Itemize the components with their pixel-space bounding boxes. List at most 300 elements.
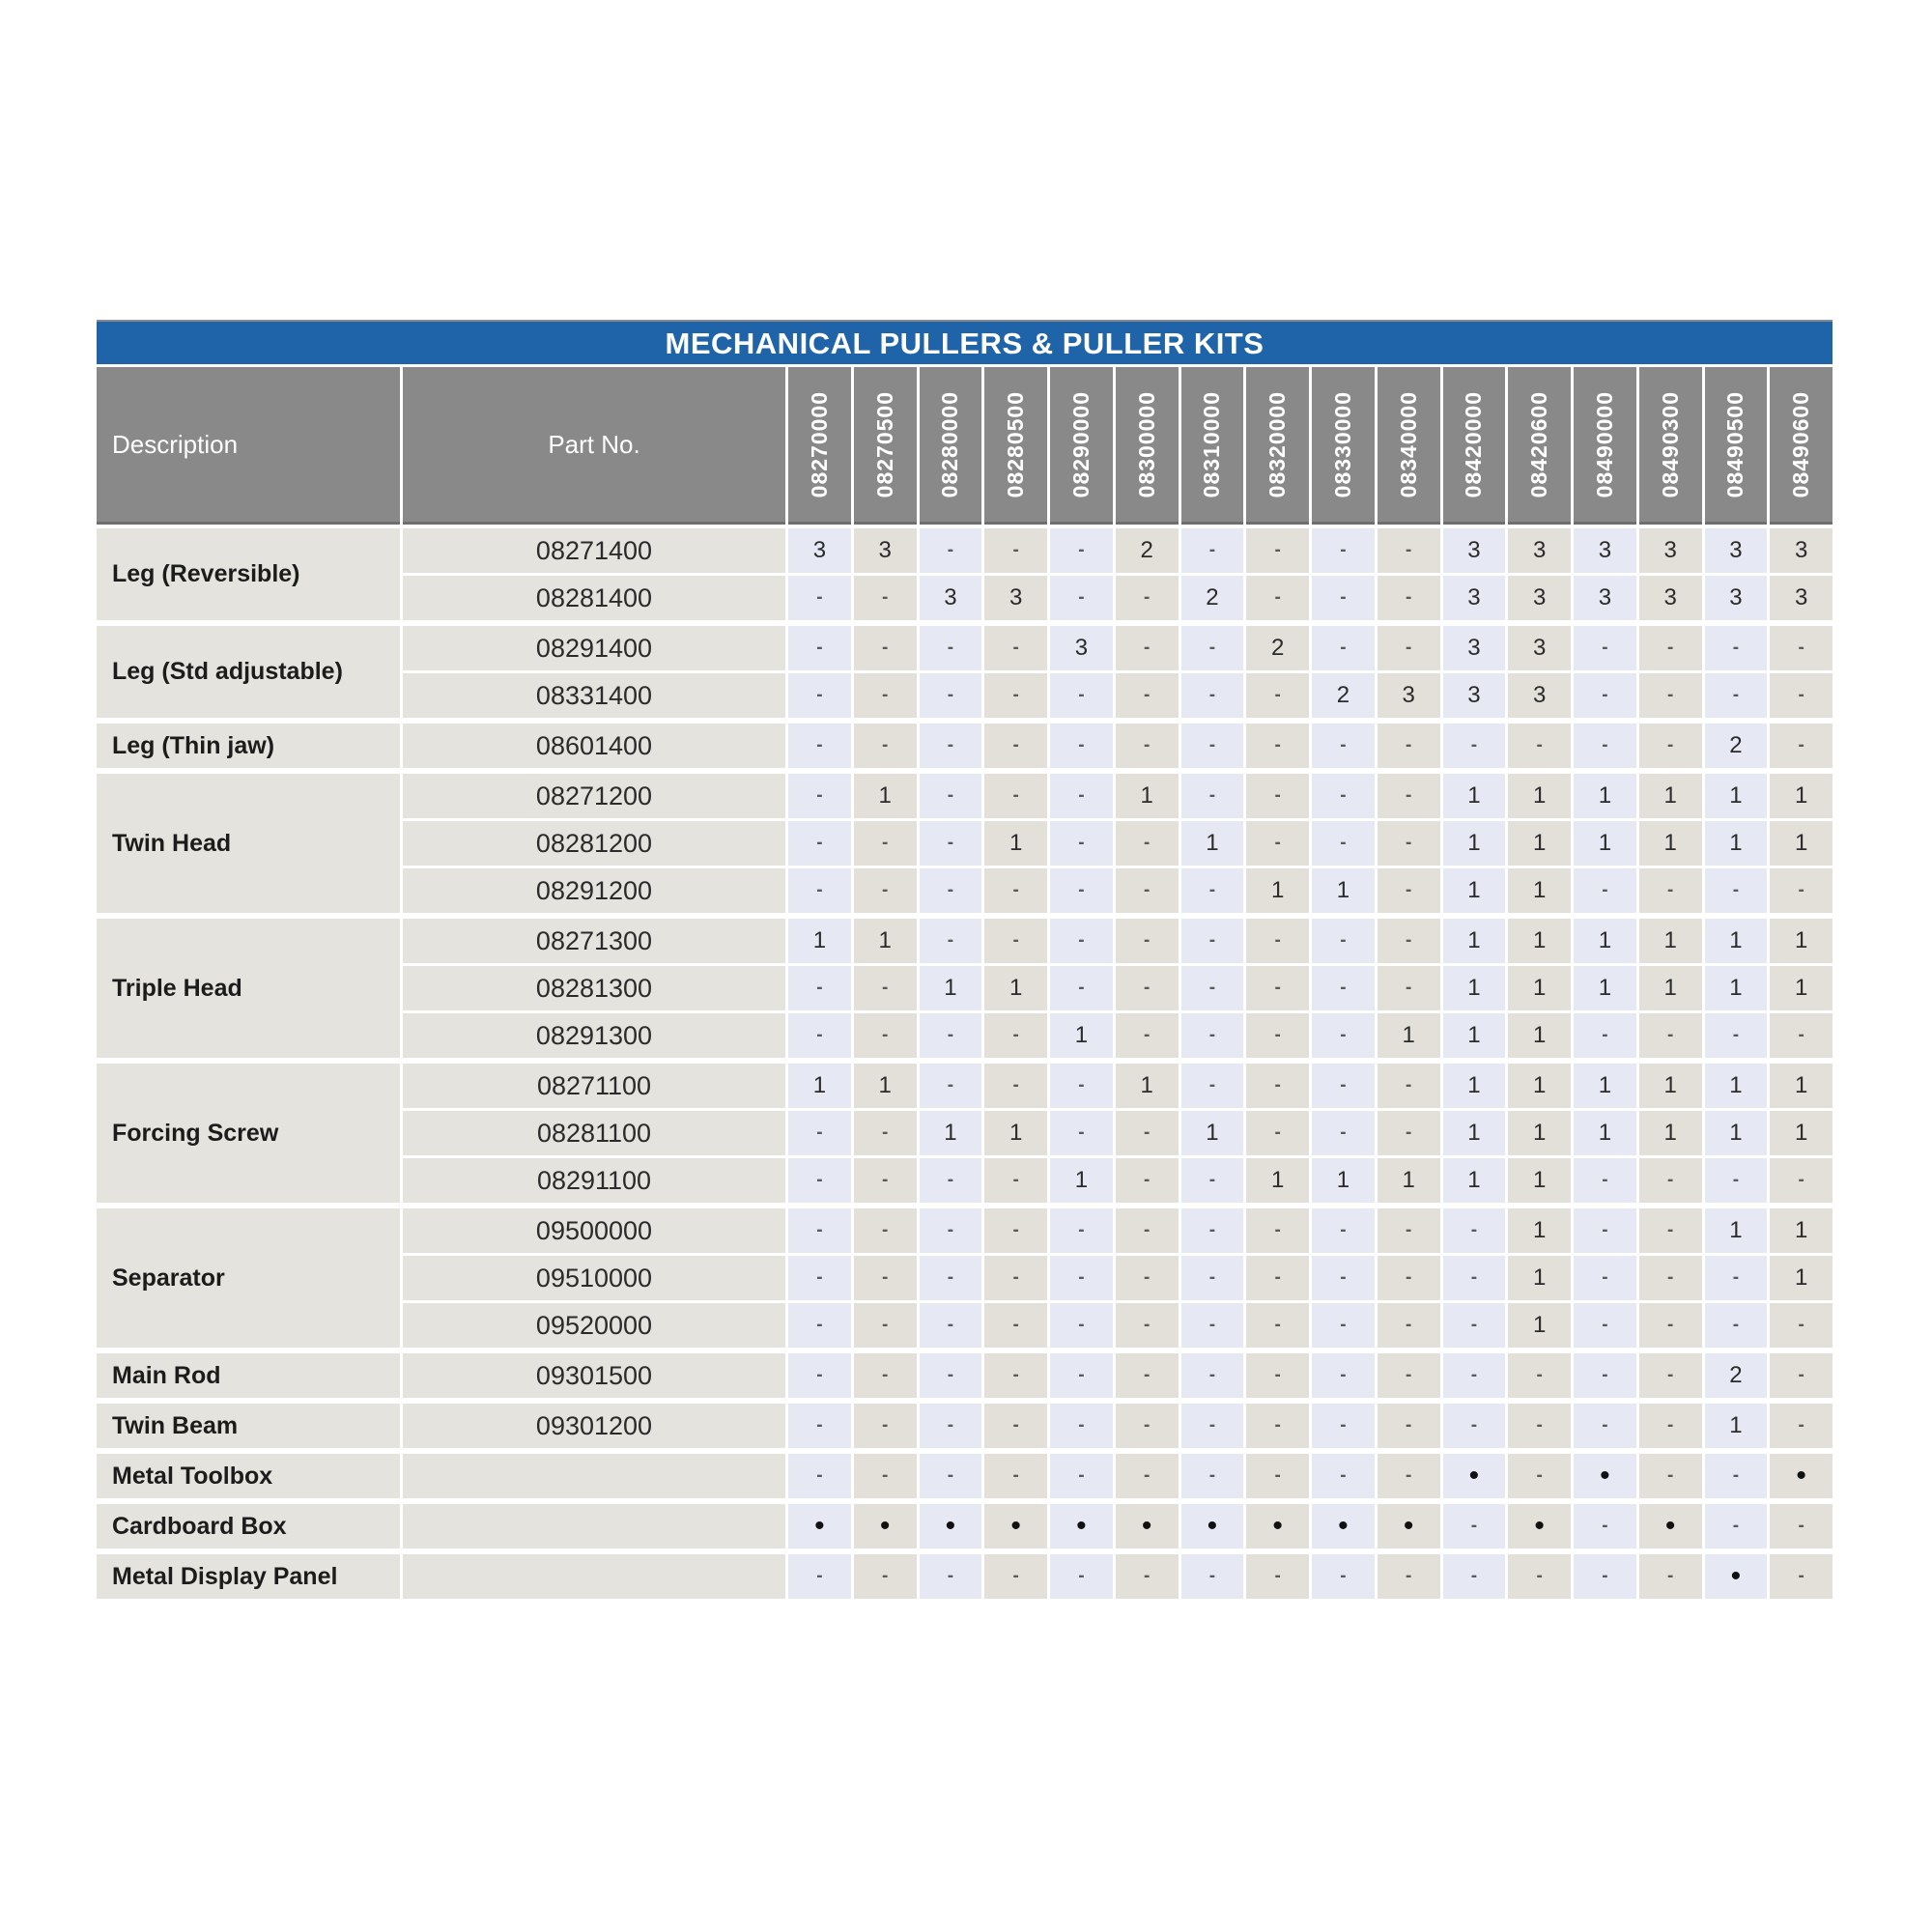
description-cell: Metal Toolbox bbox=[97, 1454, 400, 1498]
quantity-cell: - bbox=[1181, 673, 1244, 718]
quantity-cell: - bbox=[1181, 868, 1244, 913]
quantity-cell: - bbox=[1116, 1158, 1179, 1203]
quantity-cell: - bbox=[854, 1158, 917, 1203]
quantity-cell: - bbox=[920, 724, 982, 768]
quantity-cell: - bbox=[1705, 1454, 1768, 1498]
quantity-cell: - bbox=[788, 1111, 851, 1155]
quantity-cell: - bbox=[1050, 673, 1113, 718]
kit-column-header bbox=[854, 367, 917, 525]
column-header-part-no: Part No. bbox=[403, 367, 785, 525]
quantity-cell: - bbox=[920, 1013, 982, 1058]
quantity-cell: - bbox=[854, 868, 917, 913]
quantity-cell: 1 bbox=[1050, 1158, 1113, 1203]
quantity-cell: - bbox=[920, 774, 982, 818]
part-row bbox=[403, 1554, 1833, 1599]
part-number-cell: 09500000 bbox=[403, 1208, 785, 1253]
part-number-cell bbox=[403, 1504, 785, 1548]
quantity-cell: 1 bbox=[1443, 1158, 1506, 1203]
part-row bbox=[403, 821, 1833, 866]
quantity-cell: - bbox=[1050, 774, 1113, 818]
quantity-cell: 1 bbox=[1770, 1256, 1833, 1300]
description-cell: Cardboard Box bbox=[97, 1504, 400, 1548]
quantity-cell: - bbox=[920, 528, 982, 573]
kit-column-header bbox=[984, 367, 1047, 525]
part-number-cell: 08271100 bbox=[403, 1064, 785, 1108]
kit-number-label: 08490000 bbox=[1591, 390, 1617, 498]
quantity-cell: 1 bbox=[1770, 1111, 1833, 1155]
part-row bbox=[403, 919, 1833, 963]
quantity-cell: - bbox=[1574, 1158, 1636, 1203]
quantity-cell: 1 bbox=[1639, 821, 1702, 866]
quantity-cell: - bbox=[920, 673, 982, 718]
quantity-cell: - bbox=[1116, 724, 1179, 768]
quantity-cell: - bbox=[1378, 1454, 1440, 1498]
part-row bbox=[403, 1208, 1833, 1253]
quantity-cell: • bbox=[788, 1504, 851, 1548]
quantity-cell: - bbox=[1050, 1256, 1113, 1300]
column-header-description: Description bbox=[97, 367, 400, 525]
quantity-cell: - bbox=[1246, 1111, 1309, 1155]
quantity-cell: 1 bbox=[1508, 1303, 1571, 1348]
quantity-cell: - bbox=[1574, 1353, 1636, 1398]
quantity-cell: 2 bbox=[1181, 576, 1244, 620]
quantity-cell: • bbox=[920, 1504, 982, 1548]
kit-number-label: 08270000 bbox=[806, 390, 832, 498]
quantity-cell: - bbox=[1312, 774, 1375, 818]
kit-column-header bbox=[1443, 367, 1506, 525]
quantity-cell: - bbox=[1639, 1303, 1702, 1348]
quantity-cell: - bbox=[788, 673, 851, 718]
quantity-cell: - bbox=[1246, 1208, 1309, 1253]
quantity-cell: 3 bbox=[854, 528, 917, 573]
quantity-cell: 1 bbox=[1312, 1158, 1375, 1203]
quantity-cell: - bbox=[1181, 774, 1244, 818]
header-row bbox=[97, 367, 1833, 525]
quantity-cell: 1 bbox=[1639, 919, 1702, 963]
description-cell: Separator bbox=[97, 1208, 400, 1348]
quantity-cell: - bbox=[1378, 868, 1440, 913]
part-number-cell: 09301200 bbox=[403, 1404, 785, 1448]
quantity-cell: - bbox=[984, 1404, 1047, 1448]
kit-number-label: 08490300 bbox=[1657, 390, 1683, 498]
quantity-cell: - bbox=[1116, 1256, 1179, 1300]
kit-column-header bbox=[1705, 367, 1768, 525]
quantity-cell: 1 bbox=[1770, 1208, 1833, 1253]
quantity-cell: - bbox=[788, 821, 851, 866]
part-number-cell: 09510000 bbox=[403, 1256, 785, 1300]
part-row bbox=[403, 1013, 1833, 1058]
quantity-cell: - bbox=[1050, 1353, 1113, 1398]
quantity-cell: 1 bbox=[1378, 1158, 1440, 1203]
quantity-cell: - bbox=[984, 1353, 1047, 1398]
part-row bbox=[403, 868, 1833, 913]
quantity-cell: - bbox=[1312, 528, 1375, 573]
quantity-cell: - bbox=[1246, 1454, 1309, 1498]
description-cell: Main Rod bbox=[97, 1353, 400, 1398]
quantity-cell: 1 bbox=[1181, 821, 1244, 866]
quantity-cell: - bbox=[788, 1303, 851, 1348]
quantity-cell: • bbox=[854, 1504, 917, 1548]
quantity-cell: 3 bbox=[1508, 673, 1571, 718]
quantity-cell: 1 bbox=[1443, 1111, 1506, 1155]
part-number-cell: 08601400 bbox=[403, 724, 785, 768]
group-row bbox=[97, 1404, 1833, 1448]
part-number-cell: 08271300 bbox=[403, 919, 785, 963]
description-cell: Triple Head bbox=[97, 919, 400, 1058]
quantity-cell: - bbox=[1116, 1554, 1179, 1599]
quantity-cell: 2 bbox=[1116, 528, 1179, 573]
quantity-cell: - bbox=[1312, 1064, 1375, 1108]
kit-number-label: 08310000 bbox=[1199, 390, 1225, 498]
part-row bbox=[403, 1158, 1833, 1203]
quantity-cell: 1 bbox=[1705, 1111, 1768, 1155]
description-cell: Metal Display Panel bbox=[97, 1554, 400, 1599]
part-row bbox=[403, 1353, 1833, 1398]
quantity-cell: - bbox=[1508, 724, 1571, 768]
quantity-cell: - bbox=[1050, 1404, 1113, 1448]
quantity-cell: 1 bbox=[920, 1111, 982, 1155]
group-row bbox=[97, 528, 1833, 620]
quantity-cell: - bbox=[1770, 626, 1833, 670]
quantity-cell: 1 bbox=[1705, 774, 1768, 818]
kit-number-label: 08280000 bbox=[937, 390, 963, 498]
part-number-cell: 08281200 bbox=[403, 821, 785, 866]
part-number-cell: 08281300 bbox=[403, 966, 785, 1010]
quantity-cell: 1 bbox=[1443, 1013, 1506, 1058]
part-row bbox=[403, 774, 1833, 818]
part-row bbox=[403, 1111, 1833, 1155]
quantity-cell: - bbox=[1246, 724, 1309, 768]
quantity-cell: - bbox=[854, 1208, 917, 1253]
quantity-cell: 1 bbox=[1508, 1208, 1571, 1253]
quantity-cell: - bbox=[1181, 1256, 1244, 1300]
quantity-cell: 1 bbox=[1574, 774, 1636, 818]
quantity-cell: 1 bbox=[1508, 1013, 1571, 1058]
quantity-cell: - bbox=[1312, 1554, 1375, 1599]
quantity-cell: - bbox=[854, 1454, 917, 1498]
quantity-cell: - bbox=[854, 821, 917, 866]
quantity-cell: - bbox=[1116, 1454, 1179, 1498]
quantity-cell: • bbox=[1705, 1554, 1768, 1599]
quantity-cell: - bbox=[920, 821, 982, 866]
quantity-cell: - bbox=[1050, 528, 1113, 573]
quantity-cell: 1 bbox=[1508, 868, 1571, 913]
quantity-cell: - bbox=[1181, 724, 1244, 768]
quantity-cell: - bbox=[1116, 673, 1179, 718]
part-row bbox=[403, 1064, 1833, 1108]
quantity-cell: - bbox=[1378, 774, 1440, 818]
quantity-cell: - bbox=[1378, 919, 1440, 963]
quantity-cell: - bbox=[1378, 1404, 1440, 1448]
description-cell: Forcing Screw bbox=[97, 1064, 400, 1203]
quantity-cell: - bbox=[1574, 673, 1636, 718]
quantity-cell: - bbox=[788, 868, 851, 913]
quantity-cell: 3 bbox=[1705, 528, 1768, 573]
kit-number-label: 08420600 bbox=[1526, 390, 1552, 498]
quantity-cell: 1 bbox=[1639, 1064, 1702, 1108]
quantity-cell: - bbox=[788, 1404, 851, 1448]
quantity-cell: - bbox=[1050, 1064, 1113, 1108]
part-number-cell: 09520000 bbox=[403, 1303, 785, 1348]
quantity-cell: - bbox=[984, 774, 1047, 818]
quantity-cell: - bbox=[1705, 673, 1768, 718]
quantity-cell: - bbox=[984, 1158, 1047, 1203]
quantity-cell: 1 bbox=[1770, 1064, 1833, 1108]
quantity-cell: 1 bbox=[1050, 1013, 1113, 1058]
quantity-cell: - bbox=[1378, 821, 1440, 866]
quantity-cell: - bbox=[1050, 1454, 1113, 1498]
quantity-cell: 1 bbox=[1181, 1111, 1244, 1155]
quantity-cell: 3 bbox=[1443, 673, 1506, 718]
quantity-cell: 1 bbox=[854, 774, 917, 818]
quantity-cell: - bbox=[1312, 1454, 1375, 1498]
quantity-cell: • bbox=[1378, 1504, 1440, 1548]
part-row bbox=[403, 1303, 1833, 1348]
quantity-cell: 2 bbox=[1312, 673, 1375, 718]
quantity-cell: - bbox=[1116, 1353, 1179, 1398]
quantity-cell: 1 bbox=[1705, 919, 1768, 963]
quantity-cell: 3 bbox=[1443, 576, 1506, 620]
quantity-cell: - bbox=[1181, 1353, 1244, 1398]
quantity-cell: - bbox=[1574, 1504, 1636, 1548]
quantity-cell: - bbox=[1246, 1404, 1309, 1448]
part-number-cell bbox=[403, 1454, 785, 1498]
quantity-cell: - bbox=[1181, 1454, 1244, 1498]
quantity-cell: - bbox=[984, 1256, 1047, 1300]
quantity-cell: - bbox=[1312, 1111, 1375, 1155]
quantity-cell: 1 bbox=[1705, 1064, 1768, 1108]
quantity-cell: - bbox=[1770, 1504, 1833, 1548]
part-number-cell: 08291100 bbox=[403, 1158, 785, 1203]
quantity-cell: - bbox=[1705, 868, 1768, 913]
quantity-cell: - bbox=[1181, 966, 1244, 1010]
quantity-cell: 1 bbox=[1639, 774, 1702, 818]
quantity-cell: - bbox=[1639, 1404, 1702, 1448]
quantity-cell: - bbox=[788, 626, 851, 670]
quantity-cell: • bbox=[1312, 1504, 1375, 1548]
part-row bbox=[403, 1504, 1833, 1548]
quantity-cell: - bbox=[1639, 1554, 1702, 1599]
quantity-cell: 2 bbox=[1705, 1353, 1768, 1398]
quantity-cell: - bbox=[1312, 821, 1375, 866]
group-row bbox=[97, 1554, 1833, 1599]
quantity-cell: 1 bbox=[1705, 1404, 1768, 1448]
quantity-cell: 1 bbox=[1443, 1064, 1506, 1108]
quantity-cell: - bbox=[920, 1303, 982, 1348]
quantity-cell: - bbox=[1574, 1256, 1636, 1300]
quantity-cell: - bbox=[1770, 1158, 1833, 1203]
quantity-cell: 1 bbox=[1770, 774, 1833, 818]
part-number-cell: 08291200 bbox=[403, 868, 785, 913]
quantity-cell: 1 bbox=[1705, 1208, 1768, 1253]
quantity-cell: - bbox=[1116, 1208, 1179, 1253]
quantity-cell: - bbox=[1181, 1013, 1244, 1058]
quantity-cell: 1 bbox=[788, 1064, 851, 1108]
quantity-cell: - bbox=[1574, 626, 1636, 670]
kit-number-label: 08490600 bbox=[1788, 390, 1814, 498]
quantity-cell: 1 bbox=[1574, 1111, 1636, 1155]
quantity-cell: 1 bbox=[854, 1064, 917, 1108]
quantity-cell: - bbox=[854, 1111, 917, 1155]
kit-number-label: 08330000 bbox=[1329, 390, 1355, 498]
quantity-cell: - bbox=[920, 919, 982, 963]
quantity-cell: - bbox=[1050, 1111, 1113, 1155]
quantity-cell: - bbox=[1312, 1404, 1375, 1448]
quantity-cell: - bbox=[1181, 1208, 1244, 1253]
kit-column-header bbox=[1116, 367, 1179, 525]
quantity-cell: - bbox=[1639, 1353, 1702, 1398]
quantity-cell: - bbox=[1770, 673, 1833, 718]
quantity-cell: - bbox=[1639, 724, 1702, 768]
quantity-cell: - bbox=[788, 1208, 851, 1253]
quantity-cell: - bbox=[1116, 1013, 1179, 1058]
quantity-cell: - bbox=[1050, 724, 1113, 768]
quantity-cell: - bbox=[1246, 1303, 1309, 1348]
quantity-cell: - bbox=[1116, 919, 1179, 963]
quantity-cell: - bbox=[1443, 1554, 1506, 1599]
quantity-cell: 1 bbox=[1508, 1064, 1571, 1108]
quantity-cell: - bbox=[1378, 1064, 1440, 1108]
quantity-cell: - bbox=[984, 724, 1047, 768]
part-row bbox=[403, 576, 1833, 620]
quantity-cell: - bbox=[1378, 626, 1440, 670]
quantity-cell: - bbox=[984, 1554, 1047, 1599]
quantity-cell: - bbox=[1246, 919, 1309, 963]
quantity-cell: - bbox=[1770, 868, 1833, 913]
quantity-cell: - bbox=[984, 1013, 1047, 1058]
quantity-cell: 1 bbox=[1246, 868, 1309, 913]
group-row bbox=[97, 626, 1833, 718]
kit-column-header bbox=[1246, 367, 1309, 525]
quantity-cell: - bbox=[788, 774, 851, 818]
quantity-cell: - bbox=[1116, 1303, 1179, 1348]
quantity-cell: 1 bbox=[920, 966, 982, 1010]
quantity-cell: - bbox=[1378, 1353, 1440, 1398]
quantity-cell: 1 bbox=[1574, 821, 1636, 866]
quantity-cell: - bbox=[1312, 1208, 1375, 1253]
quantity-cell: 1 bbox=[1770, 821, 1833, 866]
quantity-cell: - bbox=[788, 1256, 851, 1300]
quantity-cell: - bbox=[1116, 1404, 1179, 1448]
quantity-cell: 3 bbox=[1050, 626, 1113, 670]
kit-number-label: 08320000 bbox=[1264, 390, 1291, 498]
quantity-cell: • bbox=[1246, 1504, 1309, 1548]
quantity-cell: - bbox=[788, 1454, 851, 1498]
quantity-cell: - bbox=[1116, 576, 1179, 620]
quantity-cell: 3 bbox=[1705, 576, 1768, 620]
kit-number-label: 08270500 bbox=[871, 390, 897, 498]
quantity-cell: - bbox=[1443, 1208, 1506, 1253]
description-cell: Leg (Reversible) bbox=[97, 528, 400, 620]
quantity-cell: - bbox=[1443, 1256, 1506, 1300]
quantity-cell: 1 bbox=[984, 1111, 1047, 1155]
quantity-cell: 1 bbox=[1574, 966, 1636, 1010]
quantity-cell: - bbox=[984, 919, 1047, 963]
quantity-cell: - bbox=[854, 1303, 917, 1348]
quantity-cell: - bbox=[788, 1158, 851, 1203]
quantity-cell: - bbox=[1116, 1111, 1179, 1155]
quantity-cell: - bbox=[1705, 1013, 1768, 1058]
kit-number-label: 08290000 bbox=[1067, 390, 1094, 498]
quantity-cell: - bbox=[1508, 1353, 1571, 1398]
quantity-cell: - bbox=[854, 673, 917, 718]
quantity-cell: - bbox=[854, 1404, 917, 1448]
quantity-cell: • bbox=[1116, 1504, 1179, 1548]
part-number-cell: 08331400 bbox=[403, 673, 785, 718]
quantity-cell: 3 bbox=[1770, 528, 1833, 573]
kit-column-header bbox=[1050, 367, 1113, 525]
quantity-cell: - bbox=[920, 868, 982, 913]
quantity-cell: 1 bbox=[788, 919, 851, 963]
quantity-cell: - bbox=[1443, 1353, 1506, 1398]
quantity-cell: - bbox=[920, 1064, 982, 1108]
quantity-cell: - bbox=[1574, 1013, 1636, 1058]
quantity-cell: - bbox=[920, 626, 982, 670]
quantity-cell: - bbox=[1312, 1353, 1375, 1398]
quantity-cell: 3 bbox=[984, 576, 1047, 620]
quantity-cell: 1 bbox=[984, 966, 1047, 1010]
quantity-cell: - bbox=[1050, 576, 1113, 620]
quantity-cell: 1 bbox=[1639, 1111, 1702, 1155]
quantity-cell: 3 bbox=[920, 576, 982, 620]
quantity-cell: - bbox=[1770, 724, 1833, 768]
quantity-cell: - bbox=[1246, 966, 1309, 1010]
quantity-cell: 1 bbox=[1508, 919, 1571, 963]
quantity-cell: - bbox=[1181, 1064, 1244, 1108]
quantity-cell: - bbox=[1574, 1303, 1636, 1348]
quantity-cell: - bbox=[1639, 673, 1702, 718]
quantity-cell: 1 bbox=[1508, 1158, 1571, 1203]
quantity-cell: - bbox=[854, 576, 917, 620]
quantity-cell: - bbox=[1181, 626, 1244, 670]
quantity-cell: - bbox=[1443, 1303, 1506, 1348]
group-row bbox=[97, 1454, 1833, 1498]
quantity-cell: - bbox=[1116, 966, 1179, 1010]
quantity-cell: - bbox=[984, 1454, 1047, 1498]
quantity-cell: - bbox=[788, 724, 851, 768]
quantity-cell: - bbox=[984, 626, 1047, 670]
quantity-cell: 1 bbox=[1508, 1111, 1571, 1155]
quantity-cell: 1 bbox=[1770, 919, 1833, 963]
quantity-cell: 3 bbox=[1508, 576, 1571, 620]
quantity-cell: - bbox=[1378, 1208, 1440, 1253]
quantity-cell: 1 bbox=[854, 919, 917, 963]
quantity-cell: • bbox=[1443, 1454, 1506, 1498]
quantity-cell: - bbox=[1705, 626, 1768, 670]
quantity-cell: - bbox=[1312, 626, 1375, 670]
quantity-cell: - bbox=[920, 1454, 982, 1498]
quantity-cell: - bbox=[1639, 1013, 1702, 1058]
description-cell: Leg (Thin jaw) bbox=[97, 724, 400, 768]
quantity-cell: - bbox=[1770, 1554, 1833, 1599]
quantity-cell: - bbox=[1050, 966, 1113, 1010]
quantity-cell: 1 bbox=[1443, 868, 1506, 913]
quantity-cell: - bbox=[984, 528, 1047, 573]
quantity-cell: • bbox=[1770, 1454, 1833, 1498]
quantity-cell: - bbox=[1246, 1013, 1309, 1058]
quantity-cell: - bbox=[1116, 821, 1179, 866]
quantity-cell: - bbox=[854, 1353, 917, 1398]
quantity-cell: - bbox=[854, 724, 917, 768]
quantity-cell: - bbox=[1574, 1208, 1636, 1253]
quantity-cell: - bbox=[1246, 1064, 1309, 1108]
group-row bbox=[97, 1064, 1833, 1203]
kit-column-header bbox=[1508, 367, 1571, 525]
quantity-cell: 3 bbox=[1574, 576, 1636, 620]
quantity-cell: - bbox=[1116, 868, 1179, 913]
quantity-cell: - bbox=[1181, 919, 1244, 963]
quantity-cell: 1 bbox=[1574, 1064, 1636, 1108]
